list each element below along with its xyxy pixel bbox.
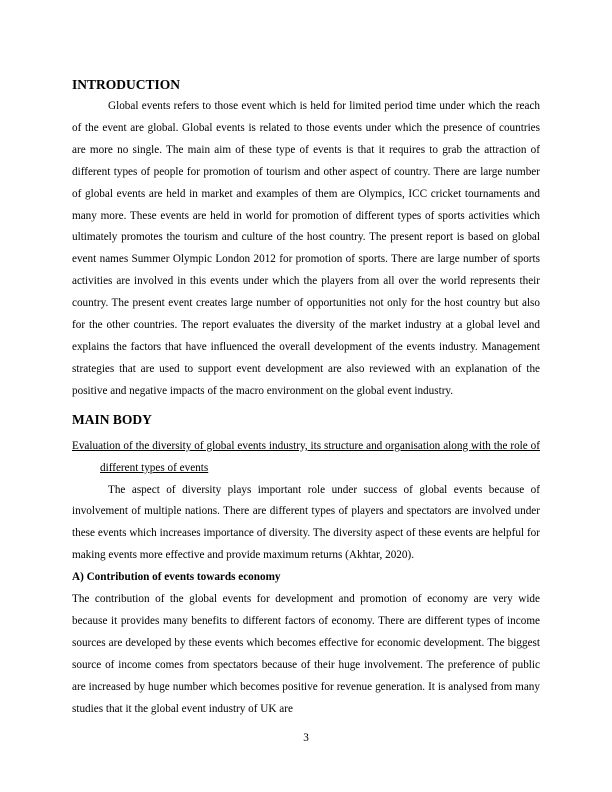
economy-paragraph: The contribution of the global events for development and promotion of economy are very wide because it provides many benefits to different factors of economy. There are different types of income sources are developed by these events which becomes effective for economic development. The biggest source of income comes from spectators because of their huge involvement. The preference of public are increased by huge number which becomes positive for revenue generation. It is analysed from many studies that it the global event industry of UK are — [72, 593, 540, 715]
page-number: 3 — [303, 732, 309, 744]
subsection-heading: A) Contribution of events towards economy — [72, 571, 281, 584]
main-body-heading: MAIN BODY — [72, 411, 152, 427]
diversity-paragraph: The aspect of diversity plays important role under success of global events because of involvement of multiple nations. There are different types of players and spectators are involved under these events which increases importance of diversity. The diversity aspect of these events are helpful for making events more effective and provide maximum returns (Akhtar, 2020). — [72, 483, 540, 562]
introduction-paragraph: Global events refers to those event which is held for limited period time under which the reach of the event are global. Global events is related to those events under which the presence of countries are more no single. The main aim of these type of events is that it requires to grab the attraction of different types of people for promotion of tourism and other aspect of country. There are large number of global events are held in market and examples of them are Olympics, ICC cricket tournaments and many more. These events are held in world for promotion of different types of sports activities which ultimately promotes the tourism and culture of the host country. The present report is based on global event names Summer Olympic London 2012 for promotion of sports. There are large number of sports activities are involved in this events under which the players from all over the world represents their country. The present event creates large number of opportunities not only for the host country but also for the other countries. The report evaluates the diversity of the market industry at a global level and explains the factors that have influenced the overall development of the events industry. Management strategies that are used to support event development are also reviewed with an explanation of the positive and negative impacts of the macro environment on the global event industry. — [72, 100, 540, 397]
page-content — [72, 74, 540, 720]
introduction-heading: INTRODUCTION — [72, 77, 181, 92]
section-heading: Evaluation of the diversity of global events industry, its structure and organisation along with the role of different types of events — [72, 439, 540, 474]
